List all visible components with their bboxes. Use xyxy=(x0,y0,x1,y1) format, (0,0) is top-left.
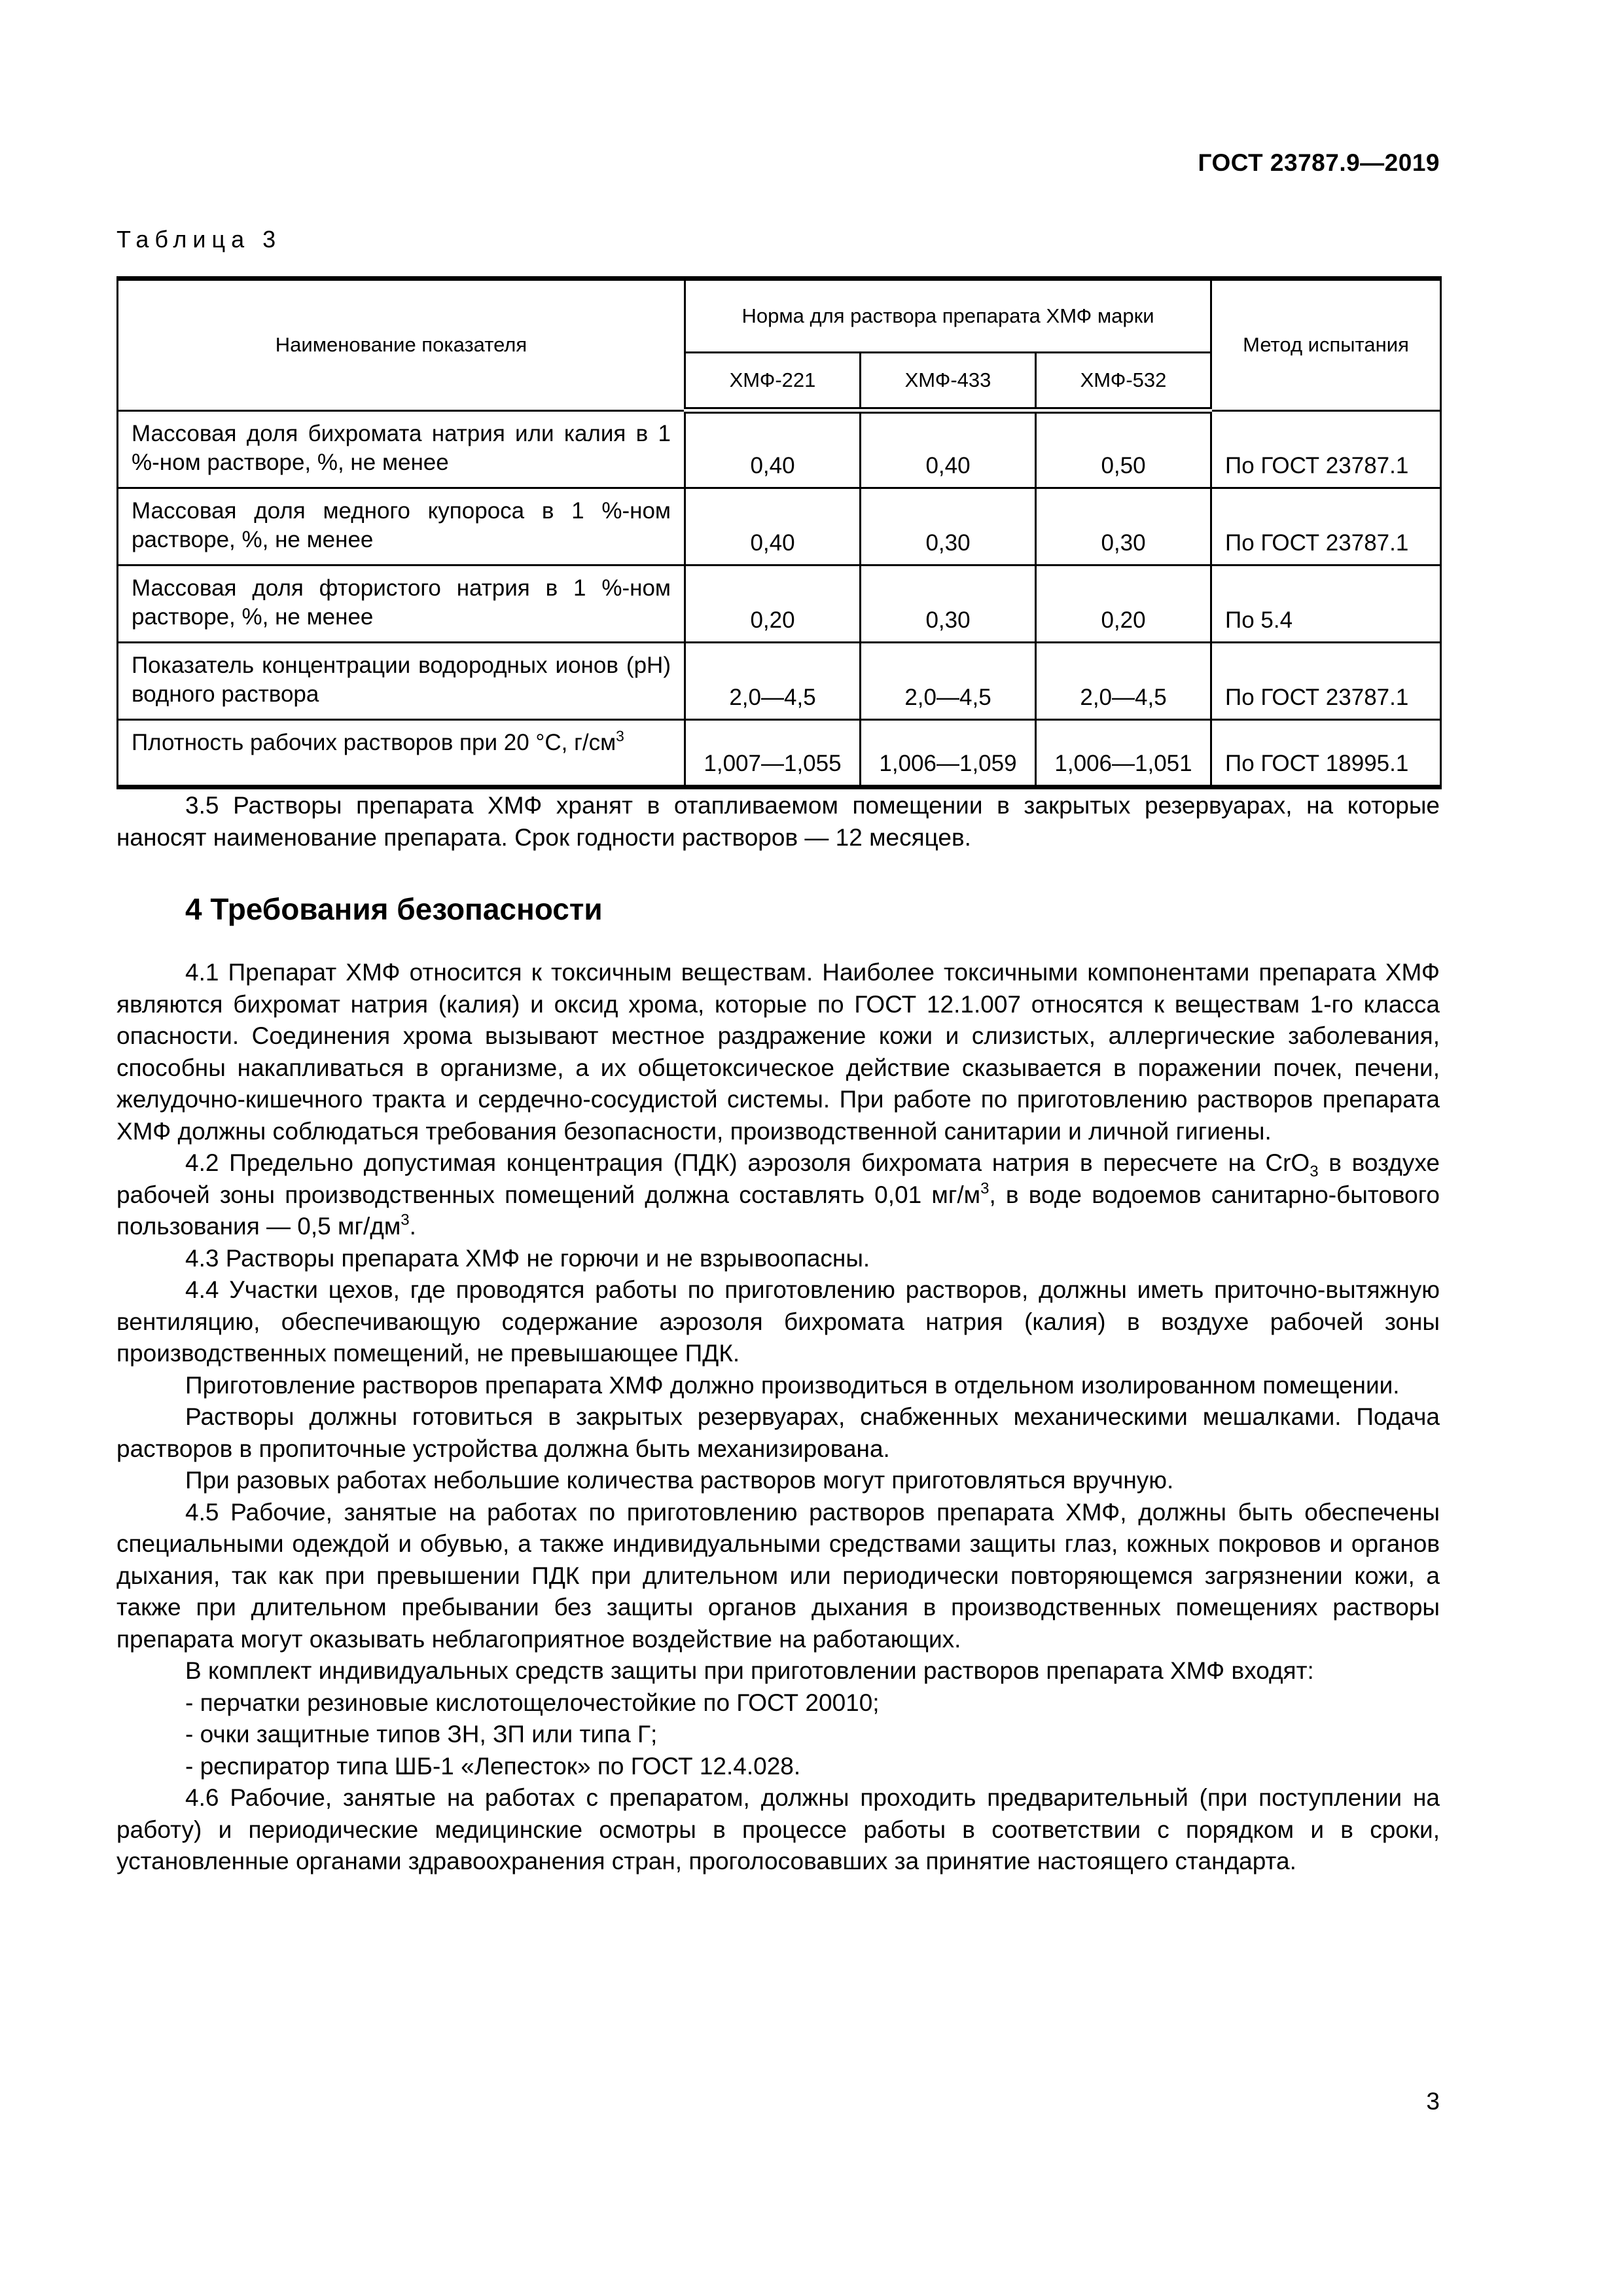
header-grade-532: ХМФ-532 xyxy=(1036,353,1211,411)
clause-4-4-manual: При разовых работах небольшие количества растворов могут приготовляться вручную. xyxy=(185,1467,1174,1494)
header-method: Метод испытания xyxy=(1211,279,1441,411)
table-row xyxy=(118,488,1441,565)
row-value: 0,20 xyxy=(685,565,861,642)
row-method: По ГОСТ 23787.1 xyxy=(1211,410,1441,488)
row-method: По ГОСТ 23787.1 xyxy=(1211,488,1441,565)
list-item: - респиратор типа ШБ-1 «Лепесток» по ГОСТ 12.4.028. xyxy=(185,1752,801,1780)
row-value: 0,40 xyxy=(685,410,861,488)
table-row xyxy=(118,410,1441,488)
document-code: ГОСТ 23787.9—2019 xyxy=(1198,149,1440,176)
header-grade-221: ХМФ-221 xyxy=(685,353,861,411)
row-name: Показатель концентрации водородных ионов (pH) водного раствора xyxy=(118,642,685,719)
clause-4-4-reservoirs: Растворы должны готовиться в закрытых резервуарах, снабженных механическими мешалками. Подача растворов в пропиточные устройства должна быть механизирована. xyxy=(116,1403,1440,1462)
clause-4-6: 4.6 Рабочие, занятые на работах с препаратом, должны проходить предварительный (при поступлении на работу) и периодические медицинские осмотры в процессе работы в соответствии с порядком и в сроки, установленные органами здравоохранения стран, проголосовавших за принятие настоящего стандарта. xyxy=(116,1784,1440,1874)
table-row xyxy=(118,565,1441,642)
superscript: 3 xyxy=(616,726,624,744)
row-method: По ГОСТ 23787.1 xyxy=(1211,642,1441,719)
row-name: Массовая доля медного купороса в 1 %-ном растворе, %, не менее xyxy=(118,488,685,565)
table-row xyxy=(118,642,1441,719)
row-method: По ГОСТ 18995.1 xyxy=(1211,719,1441,787)
row-value: 1,007—1,055 xyxy=(685,719,861,787)
row-value: 0,50 xyxy=(1036,410,1211,488)
row-name: Массовая доля бихромата натрия или калия в 1 %-ном растворе, %, не менее xyxy=(118,410,685,488)
section-title: 4 Требования безопасности xyxy=(185,892,603,926)
row-value: 2,0—4,5 xyxy=(1036,642,1211,719)
header-indicator: Наименование показателя xyxy=(118,279,685,411)
clause-4-4: 4.4 Участки цехов, где проводятся работы по приготовлению растворов, должны иметь приточно-вытяжную вентиляцию, обеспечивающую содержание аэрозоля бихромата натрия (калия) в воздухе рабочей зоны производственных помещений, не превышающее ПДК. xyxy=(116,1276,1440,1367)
specification-table xyxy=(116,276,1442,789)
row-name-text: Плотность рабочих растворов при 20 °С, г/см xyxy=(132,729,616,755)
page-number: 3 xyxy=(1426,2088,1440,2115)
row-value: 2,0—4,5 xyxy=(861,642,1036,719)
subscript: 3 xyxy=(1310,1162,1319,1181)
clause-4-1: 4.1 Препарат ХМФ относится к токсичным веществам. Наиболее токсичными компонентами препарата ХМФ являются бихромат натрия (калия) и оксид хрома, которые по ГОСТ 12.1.007 относятся к веществам 1-го класса опасности. Соединения хрома вызывают местное раздражение кожи и слизистых, аллергические заболевания, способны накапливаться в организме, а их общетоксическое действие сказывается в поражении почек, печени, желудочно-кишечного тракта и сердечно-сосудистой системы. При работе по приготовлению растворов препарата ХМФ должны соблюдаться требования безопасности, производственной санитарии и личной гигиены. xyxy=(116,959,1440,1145)
clause-text: в воздухе рабочей зоны производственных помещений должна составлять 0,01 мг/м xyxy=(116,1149,1440,1208)
clause-text: . xyxy=(409,1213,416,1240)
header-norm-group: Норма для раствора препарата ХМФ марки xyxy=(685,279,1211,353)
clause-4-5: 4.5 Рабочие, занятые на работах по приготовлению растворов препарата ХМФ, должны быть обеспечены специальными одеждой и обувью, а также индивидуальными средствами защиты глаз, кожных покровов и органов дыхания, так как при превышении ПДК при длительном или периодически повторяющемся загрязнении кожи, а также при длительном пребывании без защиты органов дыхания в производственных помещениях растворы препарата могут оказывать неблагоприятное воздействие на работающих. xyxy=(116,1498,1440,1653)
clause-3-5: 3.5 Растворы препарата ХМФ хранят в отапливаемом помещении в закрытых резервуарах, на которые наносят наименование препарата. Срок годности растворов — 12 месяцев. xyxy=(116,792,1440,851)
header-grade-433: ХМФ-433 xyxy=(861,353,1036,411)
superscript: 3 xyxy=(401,1211,410,1229)
row-method: По 5.4 xyxy=(1211,565,1441,642)
row-value: 0,40 xyxy=(685,488,861,565)
row-value: 1,006—1,051 xyxy=(1036,719,1211,787)
table-caption: Таблица 3 xyxy=(116,226,282,253)
row-value: 0,20 xyxy=(1036,565,1211,642)
clause-text: , в воде водоемов санитарно-бытового пользования — 0,5 мг/дм xyxy=(116,1181,1440,1240)
clause-4-2 xyxy=(116,1147,1440,1243)
clause-3-5-block xyxy=(116,790,1440,853)
row-value: 2,0—4,5 xyxy=(685,642,861,719)
table-row xyxy=(118,719,1441,787)
row-value: 0,30 xyxy=(861,565,1036,642)
row-value: 0,30 xyxy=(1036,488,1211,565)
row-name: Массовая доля фтористого натрия в 1 %-ном растворе, %, не менее xyxy=(118,565,685,642)
section-4-body xyxy=(116,957,1440,1878)
clause-4-4-isolation: Приготовление растворов препарата ХМФ должно производиться в отдельном изолированном помещении. xyxy=(185,1371,1400,1399)
list-item: - очки защитные типов ЗН, ЗП или типа Г; xyxy=(185,1721,658,1748)
row-name xyxy=(118,719,685,787)
clause-text: 4.2 Предельно допустимая концентрация (ПДК) аэрозоля бихромата натрия в пересчете на CrO xyxy=(185,1149,1310,1176)
clause-4-5-ppe-intro: В комплект индивидуальных средств защиты при приготовлении растворов препарата ХМФ входят: xyxy=(185,1657,1314,1684)
clause-4-3: 4.3 Растворы препарата ХМФ не горючи и не взрывоопасны. xyxy=(185,1244,870,1272)
row-value: 0,30 xyxy=(861,488,1036,565)
superscript: 3 xyxy=(980,1179,990,1198)
row-value: 0,40 xyxy=(861,410,1036,488)
row-value: 1,006—1,059 xyxy=(861,719,1036,787)
list-item: - перчатки резиновые кислотощелочестойкие по ГОСТ 20010; xyxy=(185,1689,880,1716)
